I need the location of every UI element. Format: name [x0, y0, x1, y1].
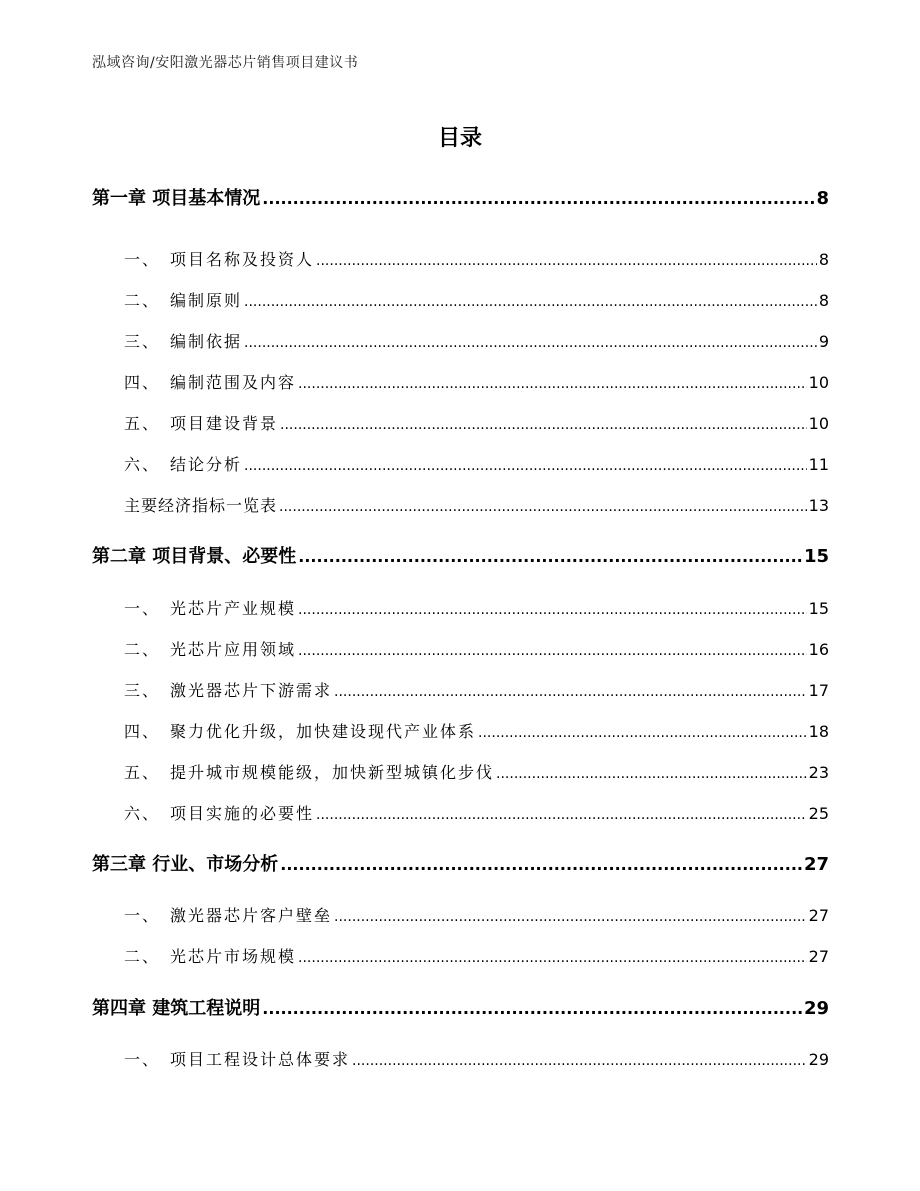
dot-leader — [316, 253, 817, 269]
toc-entry[interactable] — [124, 801, 829, 824]
dot-leader — [496, 766, 807, 782]
dot-leader — [298, 643, 807, 659]
toc-page-number: 17 — [808, 681, 829, 700]
toc-entry[interactable] — [124, 596, 829, 619]
toc-entry-number: 二、 — [124, 640, 161, 659]
toc-entry[interactable] — [124, 1047, 829, 1070]
toc-page-number: 11 — [808, 455, 829, 474]
running-header: 泓域咨询/安阳激光器芯片销售项目建议书 — [92, 55, 359, 71]
toc-page-number: 13 — [808, 496, 829, 515]
toc-page-number: 8 — [818, 250, 829, 269]
dot-leader — [298, 547, 802, 566]
toc-page-number: 29 — [808, 1050, 829, 1069]
dot-leader — [298, 950, 807, 966]
toc-entry-number: 五、 — [124, 763, 161, 782]
toc-entry-text: 编制依据 — [170, 332, 243, 351]
toc-entry-number: 一、 — [124, 1050, 161, 1069]
toc-entry[interactable] — [124, 944, 829, 967]
dot-leader — [478, 725, 807, 741]
dot-leader — [262, 189, 814, 208]
dot-leader — [352, 1053, 807, 1069]
toc-entry-text: 编制范围及内容 — [170, 373, 297, 392]
toc-entry-text: 提升城市规模能级，加快新型城镇化步伐 — [170, 763, 495, 782]
toc-page-number: 29 — [803, 998, 829, 1019]
toc-page-number: 15 — [808, 599, 829, 618]
dot-leader — [244, 458, 807, 474]
toc-entry-text: 激光器芯片下游需求 — [170, 681, 333, 700]
toc-entry-number: 一、 — [124, 906, 161, 925]
toc-entry-number: 二、 — [124, 947, 161, 966]
toc-entry-text: 激光器芯片客户壁垒 — [170, 906, 333, 925]
toc-entry-text: 项目名称及投资人 — [170, 250, 315, 269]
toc-entry-number: 四、 — [124, 373, 161, 392]
page-title: 目录 — [437, 126, 482, 151]
toc-entry-number: 五、 — [124, 414, 161, 433]
toc-entry[interactable] — [124, 411, 829, 434]
toc-page-number: 16 — [808, 640, 829, 659]
toc-page-number: 25 — [808, 804, 829, 823]
dot-leader — [298, 376, 807, 392]
toc-page-number: 23 — [808, 763, 829, 782]
toc-entry[interactable] — [124, 760, 829, 783]
toc-entry-text: 第一章 项目基本情况 — [92, 188, 261, 209]
toc-entry[interactable] — [124, 329, 829, 352]
toc-entry-text: 第二章 项目背景、必要性 — [92, 546, 297, 567]
toc-entry-number: 一、 — [124, 599, 161, 618]
toc-entry-text: 项目实施的必要性 — [170, 804, 315, 823]
toc-page-number: 15 — [803, 546, 829, 567]
toc-entry-text: 项目工程设计总体要求 — [170, 1050, 351, 1069]
toc-entry[interactable] — [124, 493, 829, 516]
toc-entry-number: 三、 — [124, 681, 161, 700]
dot-leader — [244, 294, 817, 310]
toc-entry-text: 光芯片市场规模 — [170, 947, 297, 966]
dot-leader — [262, 999, 802, 1018]
toc-entry-text: 主要经济指标一览表 — [124, 496, 278, 515]
dot-leader — [316, 807, 807, 823]
toc-entry[interactable] — [124, 637, 829, 660]
toc-entry-number: 二、 — [124, 291, 161, 310]
toc-entry[interactable] — [124, 288, 829, 311]
toc-entry-number: 四、 — [124, 722, 161, 741]
toc-entry-text: 编制原则 — [170, 291, 243, 310]
toc-entry-chapter[interactable] — [92, 994, 829, 1020]
dot-leader — [280, 417, 807, 433]
toc-page-number: 18 — [808, 722, 829, 741]
toc-entry-chapter[interactable] — [92, 184, 829, 210]
dot-leader — [334, 909, 807, 925]
toc-entry[interactable] — [124, 370, 829, 393]
toc-entry-text: 第四章 建筑工程说明 — [92, 998, 261, 1019]
toc-entry[interactable] — [124, 719, 829, 742]
dot-leader — [298, 602, 807, 618]
dot-leader — [280, 855, 802, 874]
toc-page-number: 9 — [818, 332, 829, 351]
toc-page-number: 8 — [816, 188, 829, 209]
toc-entry-number: 六、 — [124, 804, 161, 823]
toc-entry-text: 结论分析 — [170, 455, 243, 474]
toc-entry-chapter[interactable] — [92, 542, 829, 568]
dot-leader — [279, 499, 807, 515]
toc-entry-number: 六、 — [124, 455, 161, 474]
toc-page-number: 10 — [808, 373, 829, 392]
dot-leader — [334, 684, 807, 700]
toc-page-number: 27 — [803, 854, 829, 875]
toc-page-number: 10 — [808, 414, 829, 433]
toc-entry-text: 聚力优化升级，加快建设现代产业体系 — [170, 722, 477, 741]
toc-page-number: 27 — [808, 947, 829, 966]
toc-page-number: 27 — [808, 906, 829, 925]
toc-entry-number: 三、 — [124, 332, 161, 351]
toc-entry-chapter[interactable] — [92, 850, 829, 876]
dot-leader — [244, 335, 817, 351]
toc-entry-text: 光芯片产业规模 — [170, 599, 297, 618]
toc-entry-text: 项目建设背景 — [170, 414, 279, 433]
toc-entry[interactable] — [124, 903, 829, 926]
toc-entry[interactable] — [124, 678, 829, 701]
toc-entry[interactable] — [124, 247, 829, 270]
toc-entry-text: 光芯片应用领域 — [170, 640, 297, 659]
toc-page-number: 8 — [818, 291, 829, 310]
toc-entry-number: 一、 — [124, 250, 161, 269]
toc-entry-text: 第三章 行业、市场分析 — [92, 854, 279, 875]
toc-entry[interactable] — [124, 452, 829, 475]
